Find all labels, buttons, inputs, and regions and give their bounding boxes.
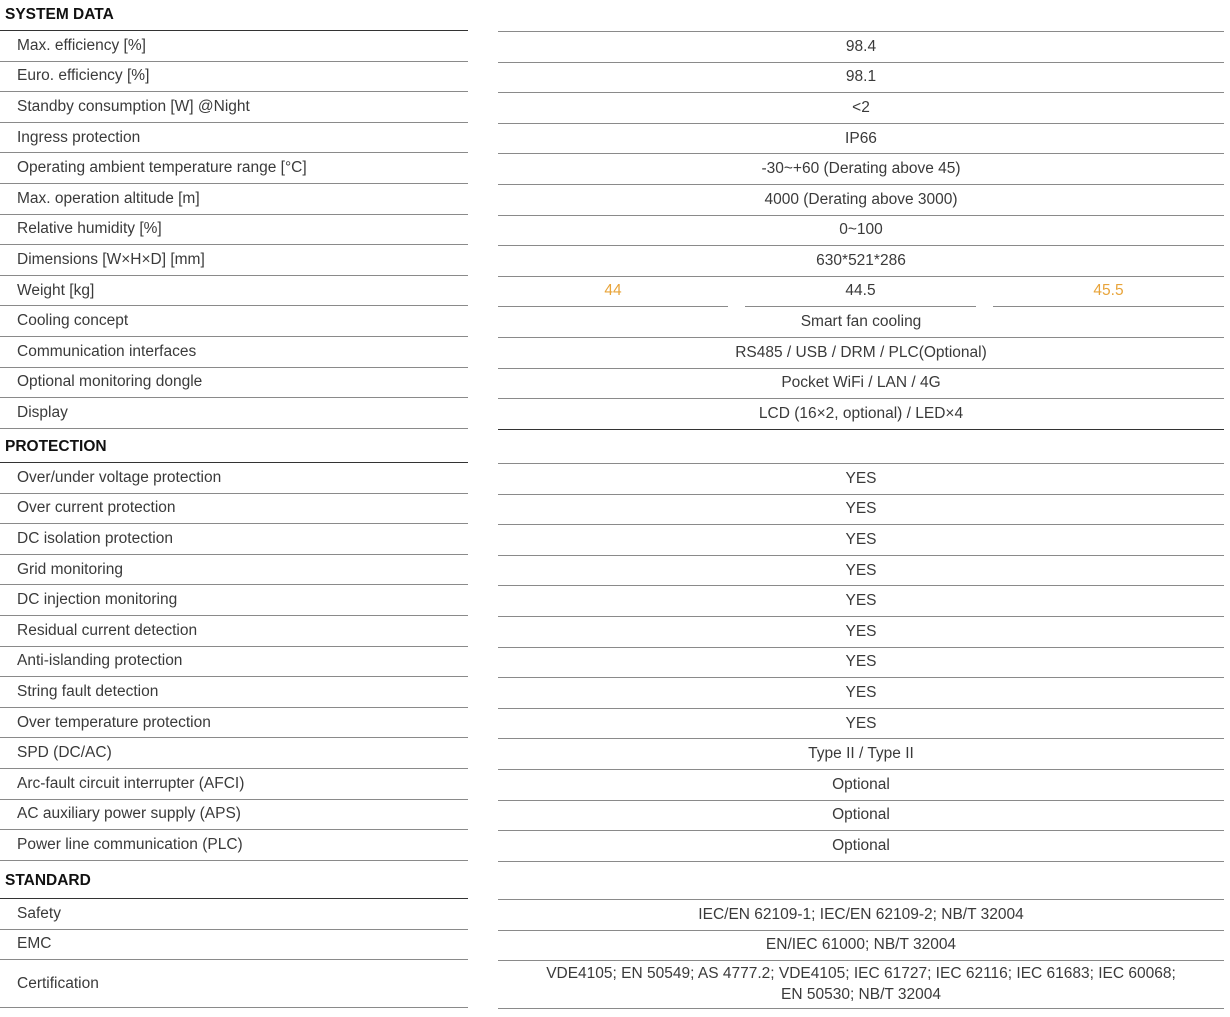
spec-value: Type II / Type II: [808, 745, 914, 763]
spec-label: DC isolation protection: [0, 524, 468, 555]
spec-value: RS485 / USB / DRM / PLC(Optional): [735, 343, 987, 361]
spec-value: YES: [845, 592, 877, 610]
weight-value-2: 44.5: [845, 282, 876, 300]
spec-label: Display: [0, 398, 468, 429]
spec-label: Ingress protection: [0, 123, 468, 154]
spec-label: Dimensions [W×H×D] [mm]: [0, 245, 468, 276]
spec-value: LCD (16×2, optional) / LED×4: [758, 404, 964, 422]
spec-value: YES: [845, 561, 877, 579]
spec-value: 630*521*286: [816, 251, 906, 269]
spec-label: Cooling concept: [0, 306, 468, 337]
weight-value-1: 44: [604, 282, 622, 300]
value-row-rule: [498, 861, 1224, 862]
spec-value: YES: [845, 469, 877, 487]
spec-label: Weight [kg]: [0, 276, 468, 307]
spec-label: Power line communication (PLC): [0, 830, 468, 861]
section-header-system-data: SYSTEM DATA: [0, 0, 468, 31]
spec-value: <2: [852, 98, 870, 116]
spec-value: Smart fan cooling: [800, 313, 922, 331]
spec-label: String fault detection: [0, 677, 468, 708]
spec-value: 98.4: [845, 37, 877, 55]
spec-value: Optional: [832, 836, 890, 854]
spec-value: IP66: [845, 129, 877, 147]
spec-value: YES: [845, 530, 877, 548]
spec-label: Relative humidity [%]: [0, 215, 468, 246]
spec-label: Arc-fault circuit interrupter (AFCI): [0, 769, 468, 800]
spec-value: Optional: [832, 775, 890, 793]
spec-value: 98.1: [845, 68, 877, 86]
spec-label: SPD (DC/AC): [0, 738, 468, 769]
spec-value: IEC/EN 62109-1; IEC/EN 62109-2; NB/T 32004: [698, 905, 1024, 923]
spec-value: EN/IEC 61000; NB/T 32004: [765, 936, 957, 954]
section-header-protection: PROTECTION: [0, 432, 468, 463]
spec-value: -30~+60 (Derating above 45): [761, 160, 961, 178]
spec-label: Standby consumption [W] @Night: [0, 92, 468, 123]
spec-label: Operating ambient temperature range [°C]: [0, 153, 468, 184]
spec-value: YES: [845, 622, 877, 640]
spec-value: Pocket WiFi / LAN / 4G: [781, 374, 941, 392]
spec-value: Optional: [832, 806, 890, 824]
value-row-rule: [498, 429, 1224, 430]
section-header-standard: STANDARD: [0, 863, 468, 899]
spec-label: EMC: [0, 930, 468, 961]
spec-label: Anti-islanding protection: [0, 647, 468, 678]
spec-label: Euro. efficiency [%]: [0, 62, 468, 93]
spec-label: Residual current detection: [0, 616, 468, 647]
spec-label: Max. operation altitude [m]: [0, 184, 468, 215]
spec-label: DC injection monitoring: [0, 585, 468, 616]
spec-label: Optional monitoring dongle: [0, 368, 468, 399]
spec-label: Max. efficiency [%]: [0, 31, 468, 62]
spec-label: Safety: [0, 899, 468, 930]
spec-label: Over temperature protection: [0, 708, 468, 739]
spec-value: 0~100: [839, 221, 883, 239]
spec-label: AC auxiliary power supply (APS): [0, 800, 468, 831]
value-row-rule: [498, 1008, 1224, 1009]
spec-value: 4000 (Derating above 3000): [764, 190, 958, 208]
spec-label: Over/under voltage protection: [0, 463, 468, 494]
spec-label: Over current protection: [0, 494, 468, 525]
spec-value-line: EN 50530; NB/T 32004: [781, 986, 941, 1003]
spec-label: Certification: [0, 960, 468, 1008]
spec-value: YES: [845, 714, 877, 732]
spec-value-line: VDE4105; EN 50549; AS 4777.2; VDE4105; IEC 61727; IEC 62116; IEC 61683; IEC 60068;: [546, 965, 1176, 982]
spec-value: YES: [845, 683, 877, 701]
spec-value: YES: [845, 500, 877, 518]
spec-value: [498, 960, 1224, 1008]
spec-label: Communication interfaces: [0, 337, 468, 368]
spec-label: Grid monitoring: [0, 555, 468, 586]
weight-value-3: 45.5: [1093, 282, 1124, 300]
spec-value: YES: [845, 653, 877, 671]
